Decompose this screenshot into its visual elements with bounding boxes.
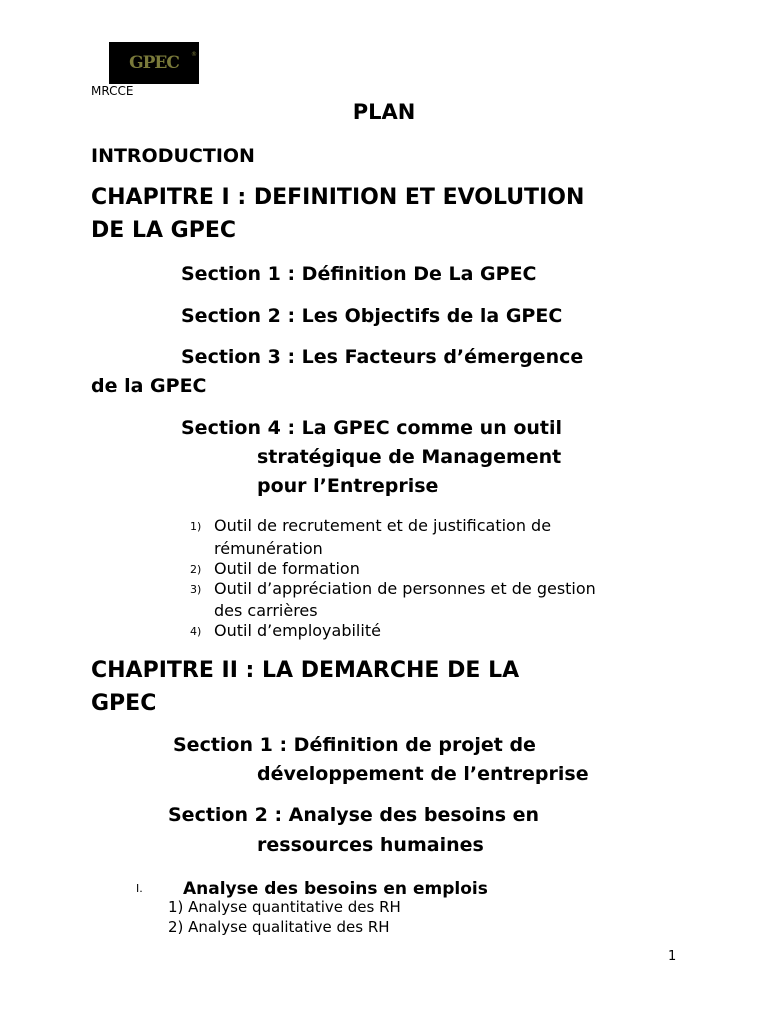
organization-label: MRCCE [91,84,134,98]
page-title: PLAN [352,100,416,124]
chapter2-title-line1: CHAPITRE II : LA DEMARCHE DE LA [91,658,520,683]
list-item: 2) Analyse qualitative des RH [168,918,390,936]
chapter1-section2: Section 2 : Les Objectifs de la GPEC [181,305,563,327]
logo-registered-mark: ® [191,51,197,58]
chapter2-section2-line1: Section 2 : Analyse des besoins en [168,804,540,826]
list-item [190,577,596,601]
chapter1-section3-line2: de la GPEC [91,375,207,397]
roman-numeral: I. [136,882,143,895]
list-item-number: 3) [190,583,202,596]
page-number: 1 [668,949,677,964]
chapter1-title [91,181,701,247]
list-item-number: 1) [190,520,202,533]
list-item-text: Outil d’appréciation de personnes et de gestion [214,579,596,598]
chapter1-section4-line3: pour l’Entreprise [257,475,439,497]
list-item-text: Outil de formation [214,559,360,578]
introduction-heading: INTRODUCTION [91,145,255,167]
list-item [190,619,381,643]
list-item-number: 4) [190,625,202,638]
chapter1-section3-line1: Section 3 : Les Facteurs d’émergence [181,346,584,368]
chapter1-title-line1: CHAPITRE I : DEFINITION ET EVOLUTION [91,185,585,210]
chapter1-section1: Section 1 : Définition De La GPEC [181,263,537,285]
gpec-logo [109,42,199,84]
chapter2-section1-line2: développement de l’entreprise [257,763,589,785]
list-item-number: 2) [190,563,202,576]
chapter2-section1-line1: Section 1 : Définition de projet de [173,734,536,756]
logo-text: GPEC [129,53,179,73]
chapter2-title-line2: GPEC [91,691,157,716]
chapter2-part1-heading [136,879,488,899]
list-item-continuation: rémunération [214,539,323,558]
chapter2-title [91,654,701,720]
list-item: 1) Analyse quantitative des RH [168,898,401,916]
chapter2-section2-line2: ressources humaines [257,834,484,856]
list-item [190,514,551,538]
list-item-text: Outil de recrutement et de justification de [214,516,552,535]
chapter1-section4-line1: Section 4 : La GPEC comme un outil [181,417,563,439]
list-item-text: Outil d’employabilité [214,621,381,640]
list-item-continuation: des carrières [214,601,318,620]
chapter1-section4-line2: stratégique de Management [257,446,562,468]
part1-label: Analyse des besoins en emplois [183,879,488,899]
chapter1-title-line2: DE LA GPEC [91,218,237,243]
